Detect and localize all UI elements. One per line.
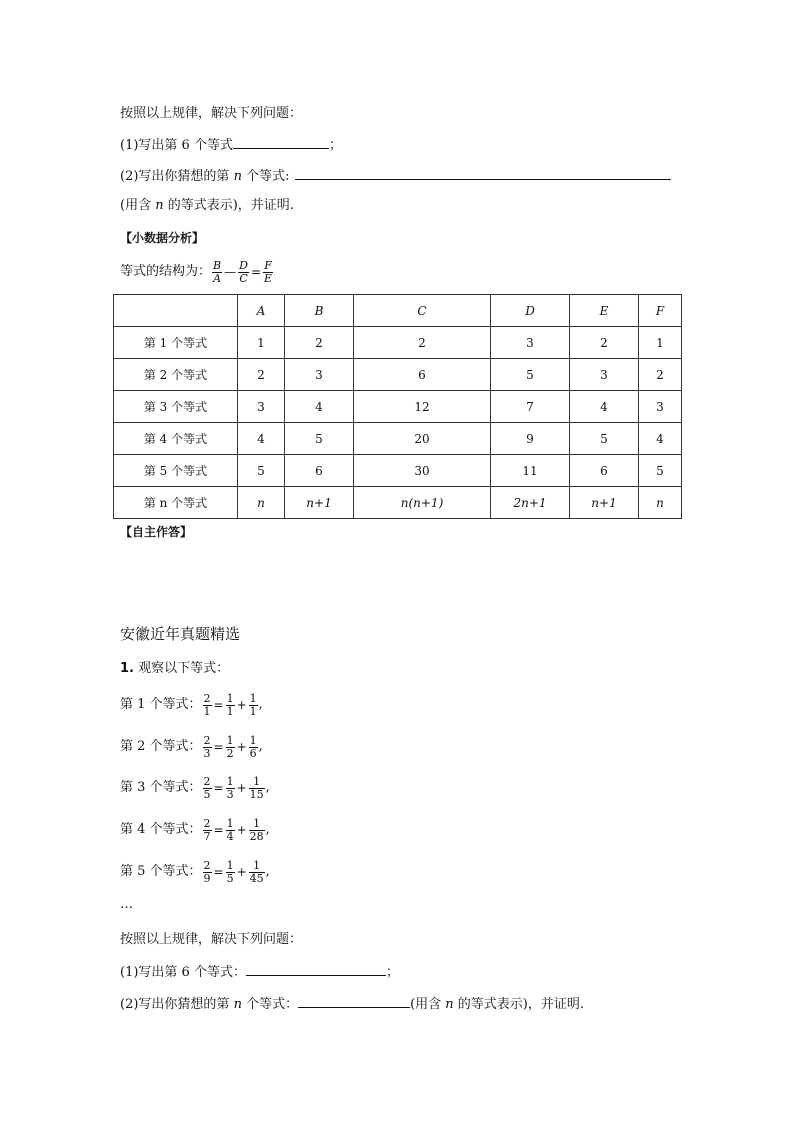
equation-label: 第 3 个等式： [120, 780, 202, 795]
section-q1-blank[interactable] [246, 962, 386, 976]
section-q2 [120, 994, 584, 1014]
equation-label: 第 5 个等式： [120, 864, 202, 879]
table-cell: 2 [238, 359, 285, 391]
section-q2-mid: 个等式： [241, 997, 299, 1012]
numerator: 1 [226, 858, 234, 872]
numerator: 2 [203, 691, 211, 705]
table-cell: 第 n 个等式 [114, 487, 238, 519]
equation-line [120, 688, 263, 722]
section-q1-label: (1)写出第 6 个等式： [120, 965, 246, 980]
numerator: 1 [226, 691, 234, 705]
table-cell: 9 [491, 423, 570, 455]
section-q1 [120, 962, 399, 982]
section-intro: 按照以上规律，解决下列问题： [120, 932, 303, 947]
comma: , [258, 739, 263, 754]
table-cell: 2n+1 [491, 487, 570, 519]
analysis-title: 【小数据分析】 [120, 231, 205, 245]
part1-q1 [120, 135, 342, 155]
fraction [203, 693, 212, 718]
equals-sign: = [213, 740, 224, 754]
fraction [203, 860, 212, 885]
table-cell: 5 [639, 455, 682, 487]
equals-sign: = [213, 865, 224, 879]
table-cell: 2 [639, 359, 682, 391]
numerator: 1 [226, 733, 234, 747]
table-cell: 1 [639, 327, 682, 359]
table-cell: 4 [639, 423, 682, 455]
table-cell: 2 [570, 327, 639, 359]
equation-label: 第 4 个等式： [120, 822, 202, 837]
denominator: 1 [249, 704, 257, 718]
table-cell: 20 [354, 423, 491, 455]
section-q2-note-suffix: 的等式表示)，并证明. [453, 997, 585, 1012]
structure-line [120, 254, 274, 290]
denominator: 1 [226, 704, 234, 718]
structure-frac-2 [238, 260, 249, 285]
table-cell: 第 5 个等式 [114, 455, 238, 487]
plus-sign: + [236, 823, 247, 837]
table-cell: 第 1 个等式 [114, 327, 238, 359]
part1-q2-prefix: (2)写出你猜想的第 [120, 169, 234, 184]
section-q1-end: ； [385, 965, 399, 980]
table-cell: 30 [354, 455, 491, 487]
equation-line [120, 813, 270, 847]
plus-sign: + [236, 781, 247, 795]
table-row [114, 423, 682, 455]
table-cell: 第 4 个等式 [114, 423, 238, 455]
table-cell: 11 [491, 455, 570, 487]
denominator: 1 [203, 704, 211, 718]
part1-q1-end: ； [328, 138, 342, 153]
table-cell: 1 [238, 327, 285, 359]
table-header-cell: A [238, 295, 285, 327]
equation-label: 第 1 个等式： [120, 697, 202, 712]
fraction [203, 818, 212, 843]
table-cell: 12 [354, 391, 491, 423]
numerator: 1 [249, 691, 257, 705]
numerator: 1 [253, 774, 261, 788]
denominator: 9 [203, 871, 211, 885]
table-cell: n [238, 487, 285, 519]
table-row [114, 391, 682, 423]
part1-q2 [120, 166, 671, 186]
section-q2-blank[interactable] [298, 994, 410, 1008]
plus-sign: + [236, 740, 247, 754]
part1-q2-note [120, 197, 294, 215]
question-number: 1. [120, 661, 134, 676]
table-cell: 3 [570, 359, 639, 391]
table-cell: n [639, 487, 682, 519]
numerator: 1 [249, 733, 257, 747]
comma: , [265, 780, 270, 795]
table-cell: 5 [285, 423, 354, 455]
table-cell: 3 [491, 327, 570, 359]
table-cell: 4 [238, 423, 285, 455]
part1-intro: 按照以上规律，解决下列问题： [120, 106, 303, 121]
table-row [114, 455, 682, 487]
question-text: 观察以下等式： [133, 661, 230, 676]
part1-note-prefix: (用含 [120, 198, 156, 213]
numerator: 1 [226, 816, 234, 830]
table-cell: 第 3 个等式 [114, 391, 238, 423]
table-cell: 7 [491, 391, 570, 423]
part1-q2-var: n [233, 169, 242, 184]
fraction [203, 735, 212, 760]
fraction [226, 776, 235, 801]
denominator: 15 [249, 787, 264, 801]
fraction [249, 860, 265, 885]
self-answer-title: 【自主作答】 [120, 525, 193, 539]
denominator: 28 [249, 829, 264, 843]
table-header-cell [114, 295, 238, 327]
denominator: 45 [249, 871, 264, 885]
denominator: 5 [226, 871, 234, 885]
denominator: 4 [226, 829, 234, 843]
denominator: 6 [249, 746, 257, 760]
part1-note-var: n [155, 198, 164, 213]
table-cell: 3 [238, 391, 285, 423]
equation-line [120, 855, 270, 889]
structure-d2: C [239, 271, 248, 285]
plus-sign: + [236, 698, 247, 712]
structure-op2: = [250, 265, 261, 279]
structure-op1: — [224, 265, 237, 279]
question-1 [120, 660, 229, 678]
structure-d3: E [264, 271, 273, 285]
table-header-cell: D [491, 295, 570, 327]
table-cell: 5 [491, 359, 570, 391]
fraction [226, 860, 235, 885]
structure-frac-1 [212, 260, 222, 285]
table-cell: 4 [285, 391, 354, 423]
section-q2-prefix: (2)写出你猜想的第 [120, 997, 234, 1012]
equation-label: 第 2 个等式： [120, 739, 202, 754]
numerator: 1 [253, 816, 261, 830]
denominator: 7 [203, 829, 211, 843]
section-title: 安徽近年真题精选 [120, 625, 241, 643]
ellipsis: … [120, 897, 133, 912]
table-cell: 5 [570, 423, 639, 455]
section-q2-var: n [233, 997, 242, 1012]
equals-sign: = [213, 698, 224, 712]
table-header-cell: B [285, 295, 354, 327]
numerator: 2 [203, 816, 211, 830]
structure-n1: B [213, 258, 222, 272]
equals-sign: = [213, 781, 224, 795]
table-cell: 第 2 个等式 [114, 359, 238, 391]
table-cell: 3 [639, 391, 682, 423]
table-row [114, 487, 682, 519]
table-row [114, 327, 682, 359]
structure-label: 等式的结构为： [120, 264, 212, 279]
part1-q1-label: (1)写出第 6 个等式 [120, 138, 233, 153]
structure-n2: D [239, 258, 248, 272]
numerator: 2 [203, 774, 211, 788]
data-table [113, 294, 682, 519]
structure-n3: F [264, 258, 272, 272]
section-q2-note-var: n [445, 997, 454, 1012]
denominator: 3 [226, 787, 234, 801]
comma: , [265, 864, 270, 879]
denominator: 3 [203, 746, 211, 760]
table-cell: 4 [570, 391, 639, 423]
table-cell: 6 [285, 455, 354, 487]
equals-sign: = [213, 823, 224, 837]
part1-q2-blank[interactable] [295, 166, 671, 180]
numerator: 1 [253, 858, 261, 872]
table-cell: 6 [570, 455, 639, 487]
table-header-row [114, 295, 682, 327]
section-q2-note-prefix: (用含 [410, 997, 446, 1012]
part1-q1-blank[interactable] [233, 135, 329, 149]
table-cell: 6 [354, 359, 491, 391]
table-header-cell: E [570, 295, 639, 327]
numerator: 1 [226, 774, 234, 788]
fraction [249, 776, 265, 801]
denominator: 2 [226, 746, 234, 760]
equation-line [120, 730, 263, 764]
part1-note-suffix: 的等式表示)，并证明. [163, 198, 294, 213]
fraction [203, 776, 212, 801]
plus-sign: + [236, 865, 247, 879]
table-cell: 2 [285, 327, 354, 359]
numerator: 2 [203, 733, 211, 747]
fraction [249, 818, 265, 843]
table-row [114, 359, 682, 391]
table-cell: n+1 [285, 487, 354, 519]
fraction [249, 735, 258, 760]
table-cell: 2 [354, 327, 491, 359]
table-cell: 3 [285, 359, 354, 391]
comma: , [265, 822, 270, 837]
table-header-cell: C [354, 295, 491, 327]
structure-d1: A [213, 271, 222, 285]
table-cell: n(n+1) [354, 487, 491, 519]
table-cell: 5 [238, 455, 285, 487]
fraction [226, 735, 235, 760]
equation-line [120, 771, 270, 805]
denominator: 5 [203, 787, 211, 801]
fraction [226, 693, 235, 718]
table-cell: n+1 [570, 487, 639, 519]
fraction [226, 818, 235, 843]
table-header-cell: F [639, 295, 682, 327]
numerator: 2 [203, 858, 211, 872]
comma: , [258, 697, 263, 712]
structure-frac-3 [263, 260, 273, 285]
part1-q2-suffix: 个等式: [241, 169, 290, 184]
fraction [249, 693, 258, 718]
